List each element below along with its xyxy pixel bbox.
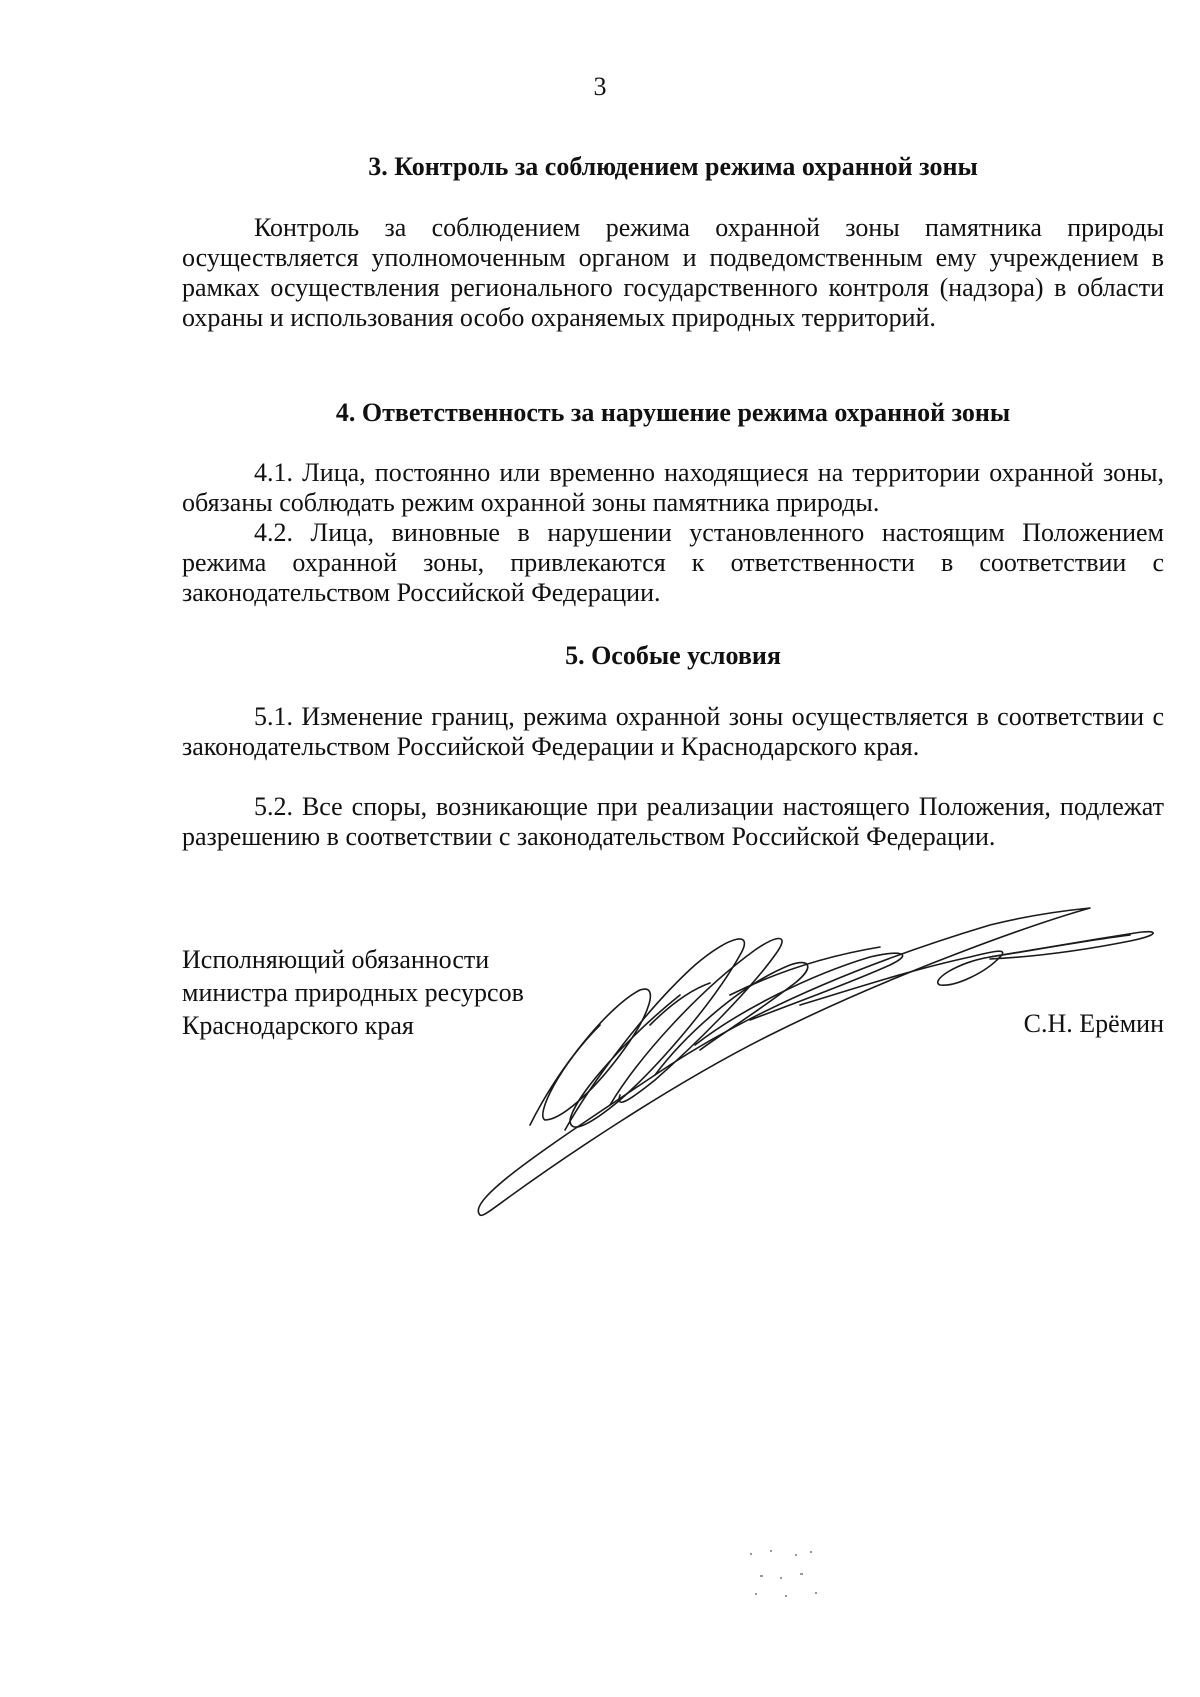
section-3-paragraph-1: Контроль за соблюдением режима охранной зоны памятника природы осуществляется уполномоченным органом и подведомственным ему учреждением в рамках осуществления регионального государственного контроля (надзора) в области охраны и использования особо охраняемых природных территорий.: [182, 213, 1164, 332]
section-5-paragraph-2: 5.2. Все споры, возникающие при реализации настоящего Положения, подлежат разрешению в соответствии с законодательством Российской Федерации.: [182, 792, 1164, 851]
section-4-paragraph-2: 4.2. Лица, виновные в нарушении установленного настоящим Положением режима охранной зоны, привлекаются к ответственности в соответствии с законодательством Российской Федерации.: [182, 518, 1164, 607]
scan-artifact-icon: [740, 1545, 850, 1605]
signatory-position-line: Исполняющий обязанности: [182, 945, 490, 974]
signatory-position-line: министра природных ресурсов: [182, 978, 524, 1007]
section-title-5: 5. Особые условия: [565, 641, 781, 670]
signatory-position-line: Краснодарского края: [182, 1011, 414, 1040]
page-number: 3: [593, 72, 607, 101]
section-5-paragraph-1: 5.1. Изменение границ, режима охранной зоны осуществляется в соответствии с законодательством Российской Федерации и Краснодарского края.: [182, 702, 1164, 761]
signatory-name: С.Н. Ерёмин: [1023, 1009, 1164, 1038]
section-title-4: 4. Ответственность за нарушение режима охранной зоны: [335, 398, 1011, 427]
section-4-paragraph-1: 4.1. Лица, постоянно или временно находящиеся на территории охранной зоны, обязаны соблюдать режим охранной зоны памятника природы.: [182, 458, 1164, 517]
handwritten-signature-icon: [470, 895, 1170, 1235]
section-title-3: 3. Контроль за соблюдением режима охранной зоны: [368, 152, 978, 181]
